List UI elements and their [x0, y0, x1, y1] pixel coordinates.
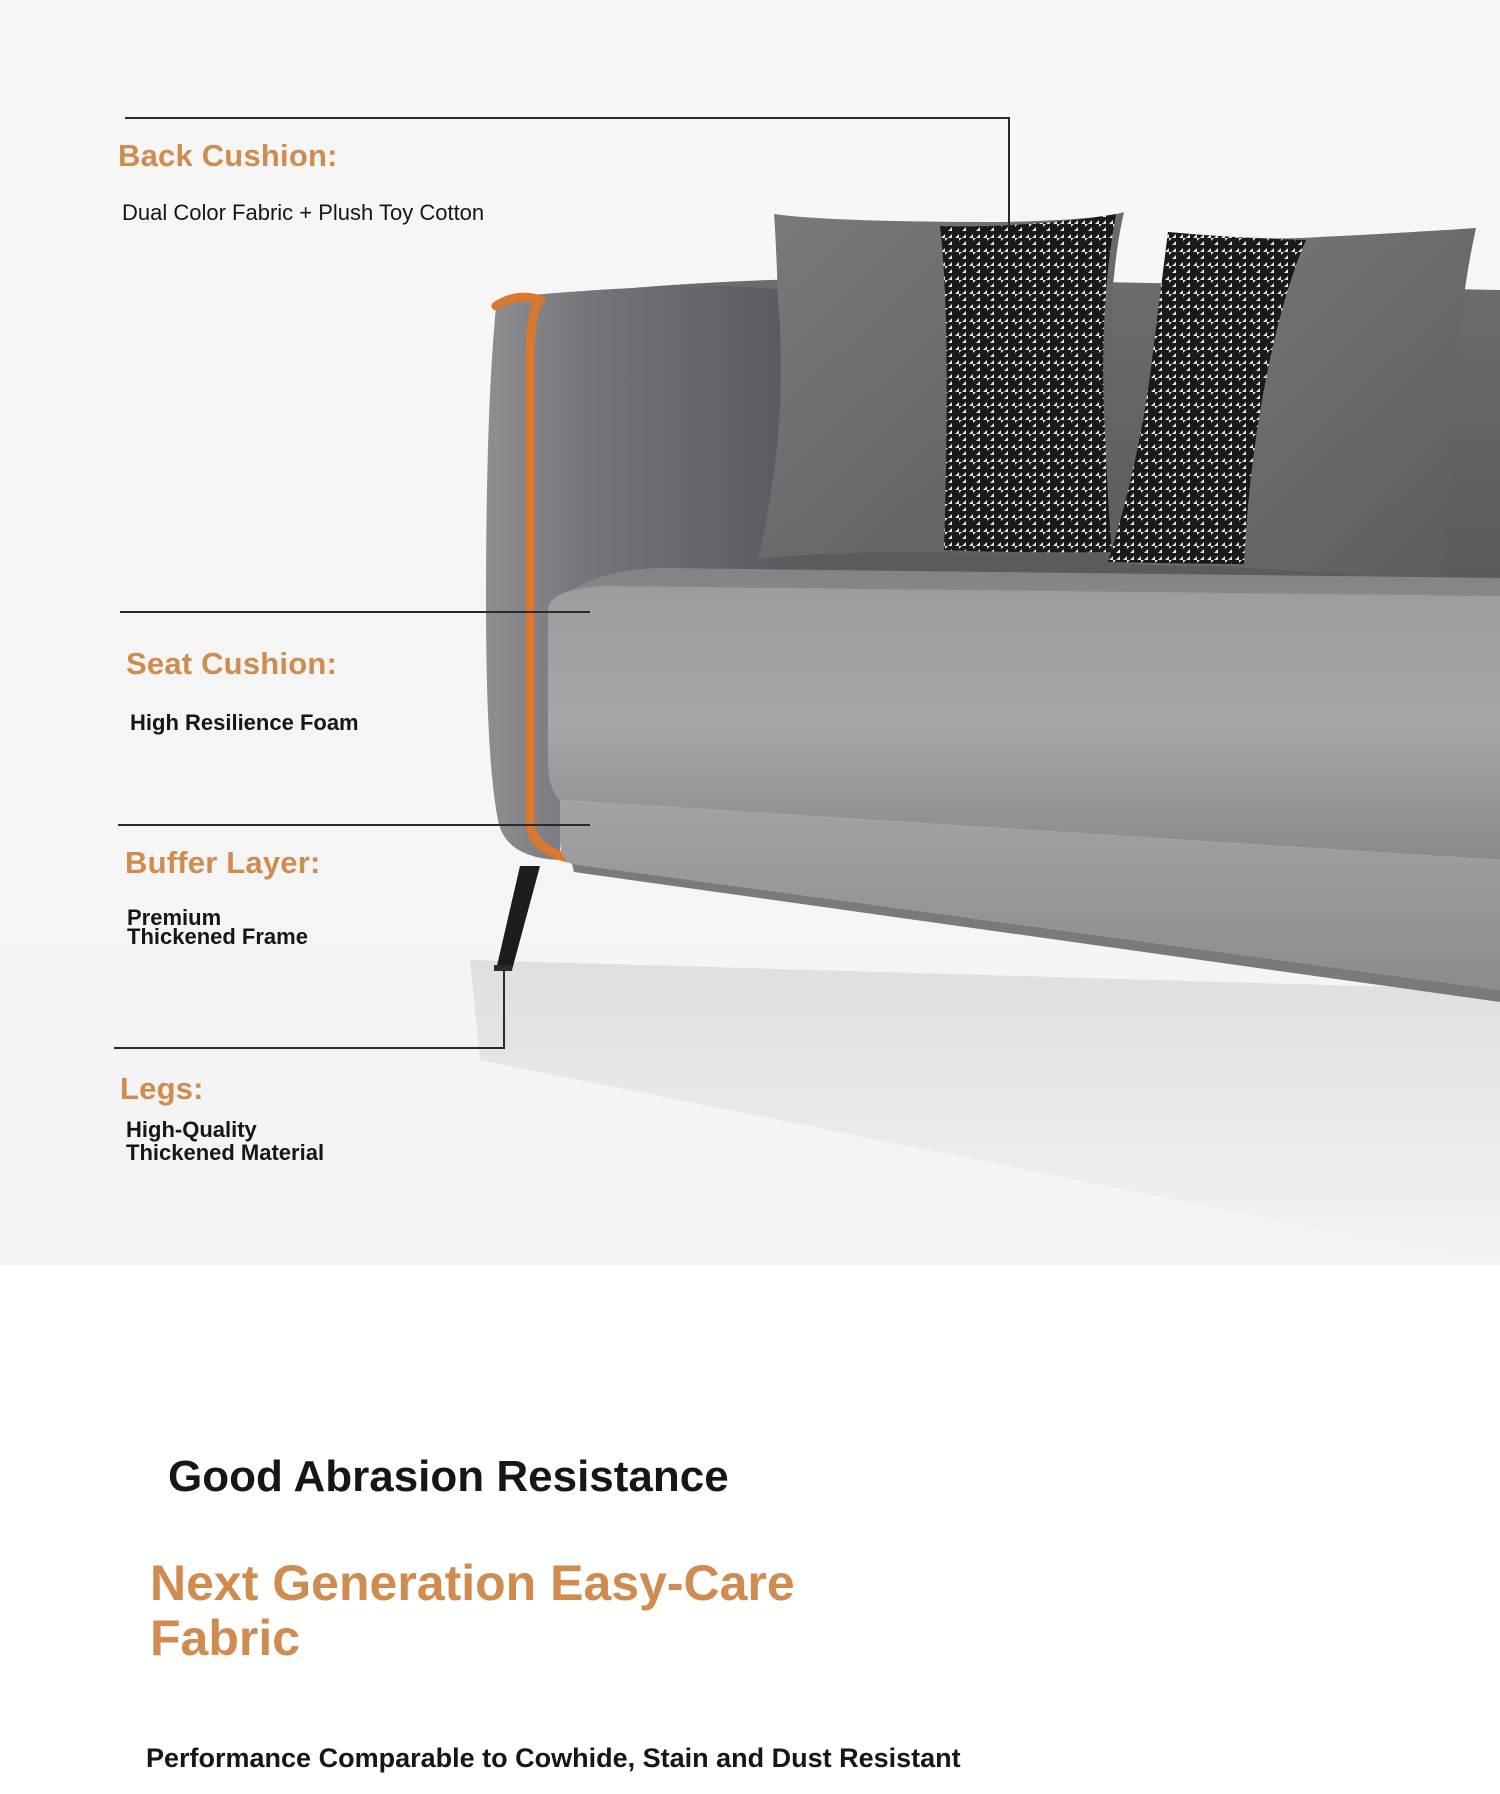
buffer-layer-desc-line2: Thickened Frame	[127, 924, 308, 950]
feature-section	[0, 1265, 1500, 1794]
legs-desc-line1: High-Quality	[126, 1117, 257, 1142]
callout-buffer-layer	[125, 847, 321, 948]
back-cushion-title: Back Cushion:	[118, 138, 338, 173]
callout-seat-cushion	[126, 648, 359, 734]
performance-description: Performance Comparable to Cowhide, Stain and Dust Resistant	[146, 1743, 961, 1773]
legs-title: Legs:	[120, 1071, 204, 1106]
seat-cushion-desc: High Resilience Foam	[130, 710, 359, 735]
back-cushion-desc: Dual Color Fabric + Plush Toy Cotton	[122, 200, 485, 225]
abrasion-resistance-heading: Good Abrasion Resistance	[168, 1452, 729, 1501]
buffer-layer-desc-line1: Premium	[127, 905, 222, 930]
easy-care-fabric-heading: Next Generation Easy-Care Fabric	[150, 1555, 795, 1666]
legs-desc-line2: Thickened Material	[126, 1140, 325, 1166]
seat-cushion-title: Seat Cushion:	[126, 646, 338, 681]
buffer-layer-title: Buffer Layer:	[125, 845, 321, 880]
callout-back-cushion	[118, 140, 484, 224]
callout-legs	[120, 1073, 324, 1164]
